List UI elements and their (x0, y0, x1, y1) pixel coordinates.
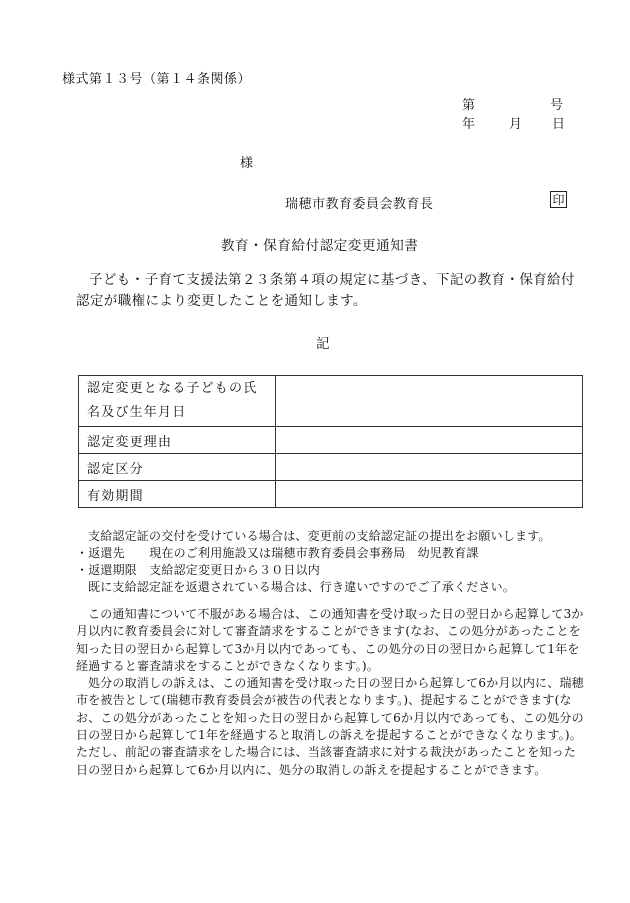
appeal-notice (76, 606, 588, 779)
seal-box: 印 (550, 191, 567, 208)
addressee-suffix: 様 (240, 156, 254, 171)
label-line: 認定変更となる子どもの氏 (87, 381, 258, 396)
date-month: 月 (509, 117, 523, 132)
table-label (79, 376, 276, 427)
return-notes (76, 528, 551, 596)
table-row (79, 376, 583, 427)
document-title: 教育・保育給付認定変更通知書 (221, 238, 419, 254)
ki-marker: 記 (316, 336, 330, 352)
table-label: 認定変更理由 (79, 427, 276, 454)
certification-category-cell[interactable] (276, 454, 583, 481)
number-prefix: 第 (462, 98, 476, 113)
appeal-paragraph: この通知書について不服がある場合は、この通知書を受け取った日の翌日から起算して3か月以内に教育委員会に対して審査請求をすることができます(なお、この処分があったことを知った日の翌日から起算して3か月以内であっても、この処分の日の翌日から起算して1年を経過すると審査請求をすることができなくなります。)。 (76, 607, 584, 673)
note-line: 支給認定証の交付を受けている場合は、変更前の支給認定証の提出をお願いします。 (88, 529, 551, 543)
form-number: 様式第１３号（第１４条関係） (62, 72, 252, 87)
number-suffix: 号 (550, 98, 564, 113)
issuer-name: 瑞穂市教育委員会教育長 (285, 197, 434, 212)
table-label: 認定区分 (79, 454, 276, 481)
table-row (79, 427, 583, 454)
child-name-birthdate-cell[interactable] (276, 376, 583, 427)
table-row (79, 481, 583, 508)
valid-period-cell[interactable] (276, 481, 583, 508)
note-line: ・返還先 現在のご利用施設又は瑞穂市教育委員会事務局 幼児教育課 (76, 546, 479, 560)
date-year: 年 (462, 117, 476, 132)
note-line: ・返還期限 支給認定変更日から３０日以内 (76, 563, 321, 577)
appeal-paragraph: 処分の取消しの訴えは、この通知書を受け取った日の翌日から起算して6か月以内に、瑞穂市を被告として(瑞穂市教育委員会が被告の代表となります。)、提起することができます(なお、この処分があったことを知った日の翌日から起算して6か月以内であっても、この処分の日の翌日から起算して1年を経過すると取消しの訴えを提起することができなくなります。)。ただし、前記の審査請求をした場合には、当該審査請求に対する裁決があったことを知った日の翌日から起算して6か月以内に、処分の取消しの訴えを提起することができます。 (76, 676, 584, 777)
certification-table (78, 375, 583, 508)
date-day: 日 (552, 117, 566, 132)
label-line: 名及び生年月日 (87, 405, 187, 420)
note-line: 既に支給認定証を返還されている場合は、行き違いですのでご了承ください。 (88, 580, 516, 594)
table-label: 有効期間 (79, 481, 276, 508)
intro-paragraph: 子ども・子育て支援法第２３条第４項の規定に基づき、下記の教育・保育給付認定が職権により変更したことを通知します。 (76, 272, 575, 309)
table-row (79, 454, 583, 481)
change-reason-cell[interactable] (276, 427, 583, 454)
